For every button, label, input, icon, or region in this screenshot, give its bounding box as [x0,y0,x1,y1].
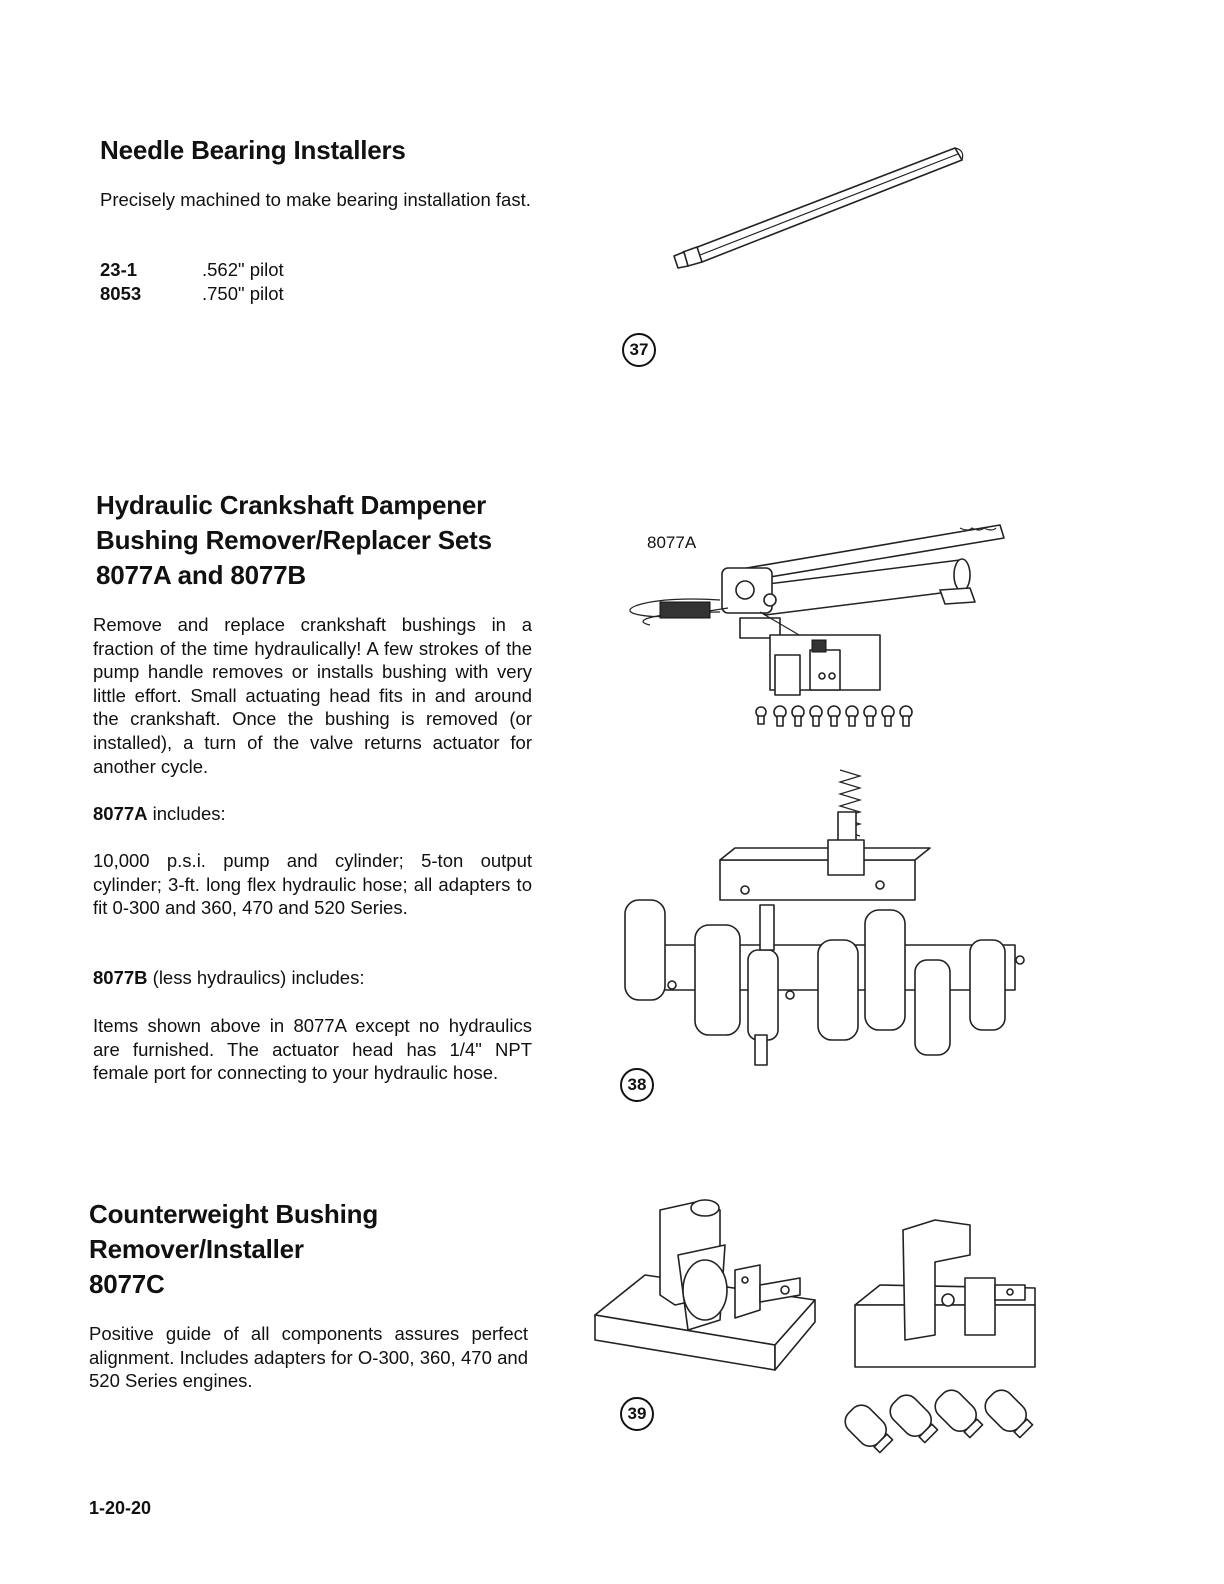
includes-label: includes: [147,803,226,824]
part-number: 23-1 [100,259,138,280]
part-row [100,282,284,306]
includes-text-8077a: 10,000 p.s.i. pump and cylinder; 5-ton output cylinder; 3-ft. long flex hydraulic hose; all adapters to fit 0-300 and 360, 470 and 520 Series. [93,850,532,919]
model-8077b: 8077B [93,967,148,988]
counterweight-tool-illustration [0,0,1,1]
section-title-counterweight-line3: 8077C [89,1269,165,1299]
illustration-label-8077a: 8077A [647,533,697,552]
part-description: .750" pilot [202,283,284,304]
section-title-counterweight-line2: Remover/Installer [89,1234,304,1264]
section-title-needle-bearing: Needle Bearing Installers [100,135,406,165]
model-8077a: 8077A [93,803,148,824]
section-title-hydraulic-line3: 8077A and 8077B [96,560,306,590]
figure-number-37: 37 [622,333,656,367]
includes-text-8077b: Items shown above in 8077A except no hydraulics are furnished. The actuator head has 1/4" NPT female port for connecting to your hydraulic hose. [93,1015,532,1084]
section-title-counterweight-line1: Counterweight Bushing [89,1199,378,1229]
page-number: 1-20-20 [89,1498,152,1518]
section-description-counterweight: Positive guide of all components assures perfect alignment. Includes adapters for O-300, 360, 470 and 520 Series engines. [89,1323,528,1392]
parts-list [100,258,284,306]
includes-label: (less hydraulics) includes: [147,967,365,988]
adapters-row [756,706,912,726]
section-description-hydraulic: Remove and replace crankshaft bushings in a fraction of the time hydraulically! A few strokes of the pump handle removes or installs bushing with very little effort. Small actuating head fits in and around the crankshaft. Once the bushing is removed (or installed), a turn of the valve returns actuator for another cycle. [93,614,532,777]
part-row [100,258,284,282]
part-number: 8053 [100,283,142,304]
section-description-needle-bearing: Precisely machined to make bearing installation fast. [100,189,531,210]
figure-number-38: 38 [620,1068,654,1102]
section-title-hydraulic-line2: Bushing Remover/Replacer Sets [96,525,492,555]
includes-heading-8077a [93,802,532,826]
figure-number-39: 39 [620,1397,654,1431]
section-title-hydraulic-line1: Hydraulic Crankshaft Dampener [96,490,487,520]
bushings-row [840,1385,1037,1457]
includes-heading-8077b [93,966,532,990]
part-description: .562" pilot [202,259,284,280]
